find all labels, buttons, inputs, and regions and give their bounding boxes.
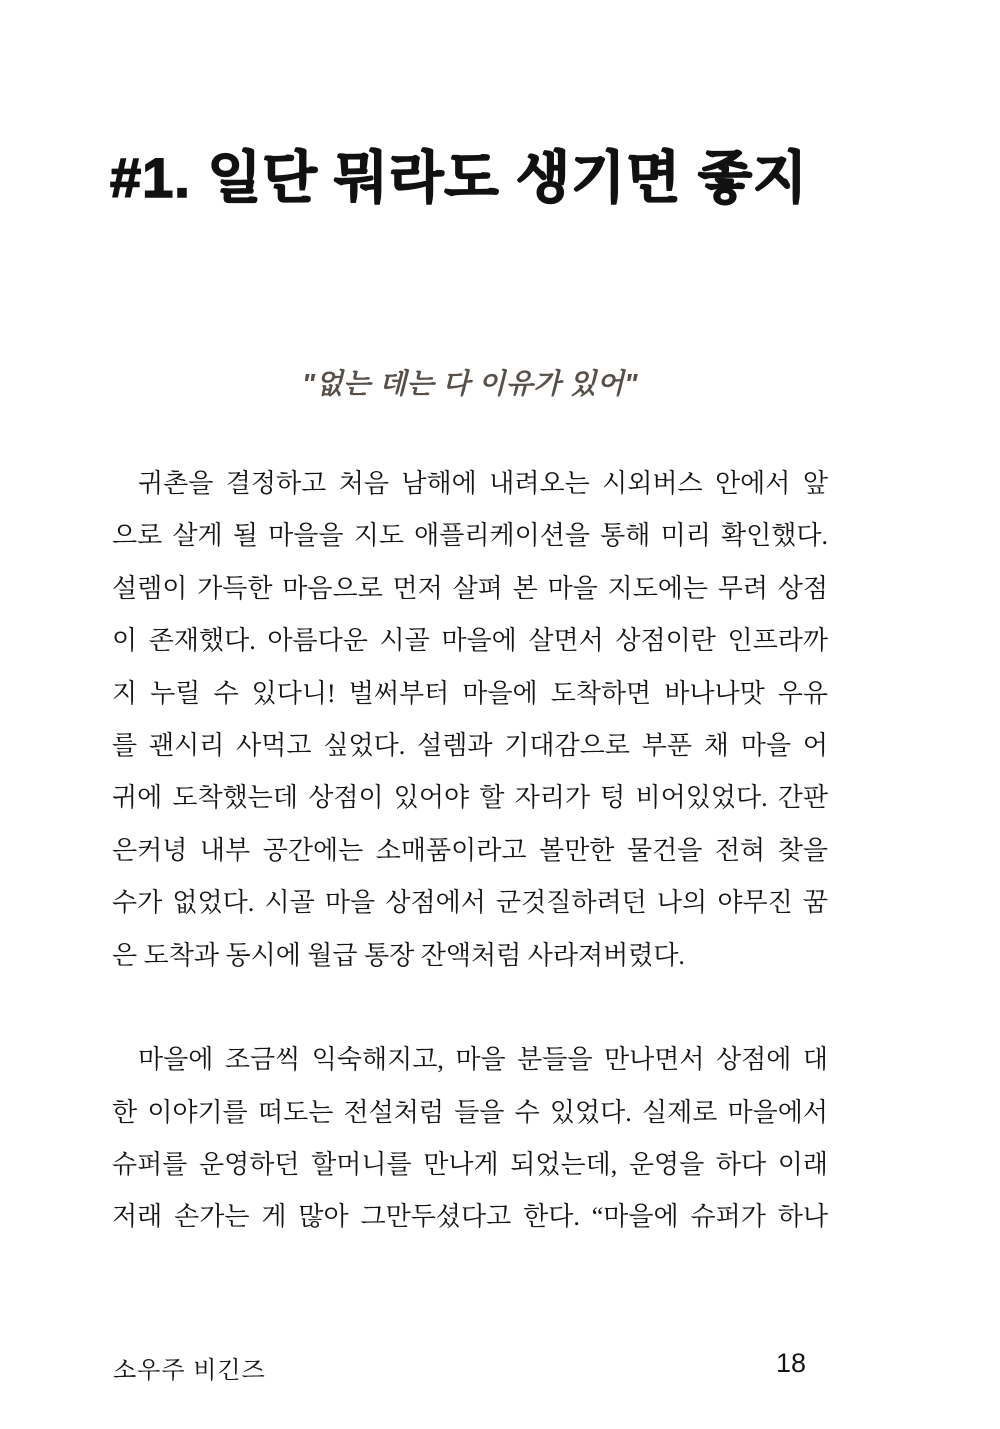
body-line: 수가 없었다. 시골 마을 상점에서 군것질하려던 나의 야무진 꿈 bbox=[112, 888, 828, 918]
body-line: 은커녕 내부 공간에는 소매품이라고 볼만한 물건을 전혀 찾을 bbox=[112, 835, 828, 865]
body-line: 저래 손가는 게 많아 그만두셨다고 한다. “마을에 슈퍼가 하나 bbox=[112, 1202, 828, 1232]
body-line: 은 도착과 동시에 월급 통장 잔액처럼 사라져버렸다. bbox=[112, 940, 685, 970]
body-line: 슈퍼를 운영하던 할머니를 만나게 되었는데, 운영을 하다 이래 bbox=[112, 1150, 828, 1180]
body-line: 를 괜시리 사먹고 싶었다. 설렘과 기대감으로 부푼 채 마을 어 bbox=[112, 730, 828, 760]
body-line: 설렘이 가득한 마음으로 먼저 살펴 본 마을 지도에는 무려 상점 bbox=[112, 573, 828, 603]
body-line: 이 존재했다. 아름다운 시골 마을에 살면서 상점이란 인프라까 bbox=[112, 626, 828, 656]
body-paragraph bbox=[112, 1034, 828, 1244]
footer-book-title: 소우주 비긴즈 bbox=[113, 1357, 266, 1384]
body-line: 한 이야기를 떠도는 전설처럼 들을 수 있었다. 실제로 마을에서 bbox=[112, 1097, 828, 1127]
body-line: 지 누릴 수 있다니! 벌써부터 마을에 도착하면 바나나맛 우유 bbox=[112, 678, 828, 708]
body-line: 귀촌을 결정하고 처음 남해에 내려오는 시외버스 안에서 앞 bbox=[138, 469, 828, 498]
body-line: 마을에 조금씩 익숙해지고, 마을 분들을 만나면서 상점에 대 bbox=[138, 1045, 828, 1075]
body-text bbox=[112, 458, 828, 1244]
chapter-title: #1. 일단 뭐라도 생기면 좋지 bbox=[110, 145, 809, 209]
body-line: 으로 살게 될 마을을 지도 애플리케이션을 통해 미리 확인했다. bbox=[112, 521, 828, 551]
chapter-epigraph-quote: "없는 데는 다 이유가 있어" bbox=[301, 368, 639, 399]
footer-page-number: 18 bbox=[775, 1348, 806, 1378]
body-paragraph bbox=[112, 458, 828, 982]
body-line: 귀에 도착했는데 상점이 있어야 할 자리가 텅 비어있었다. 간판 bbox=[112, 783, 828, 813]
